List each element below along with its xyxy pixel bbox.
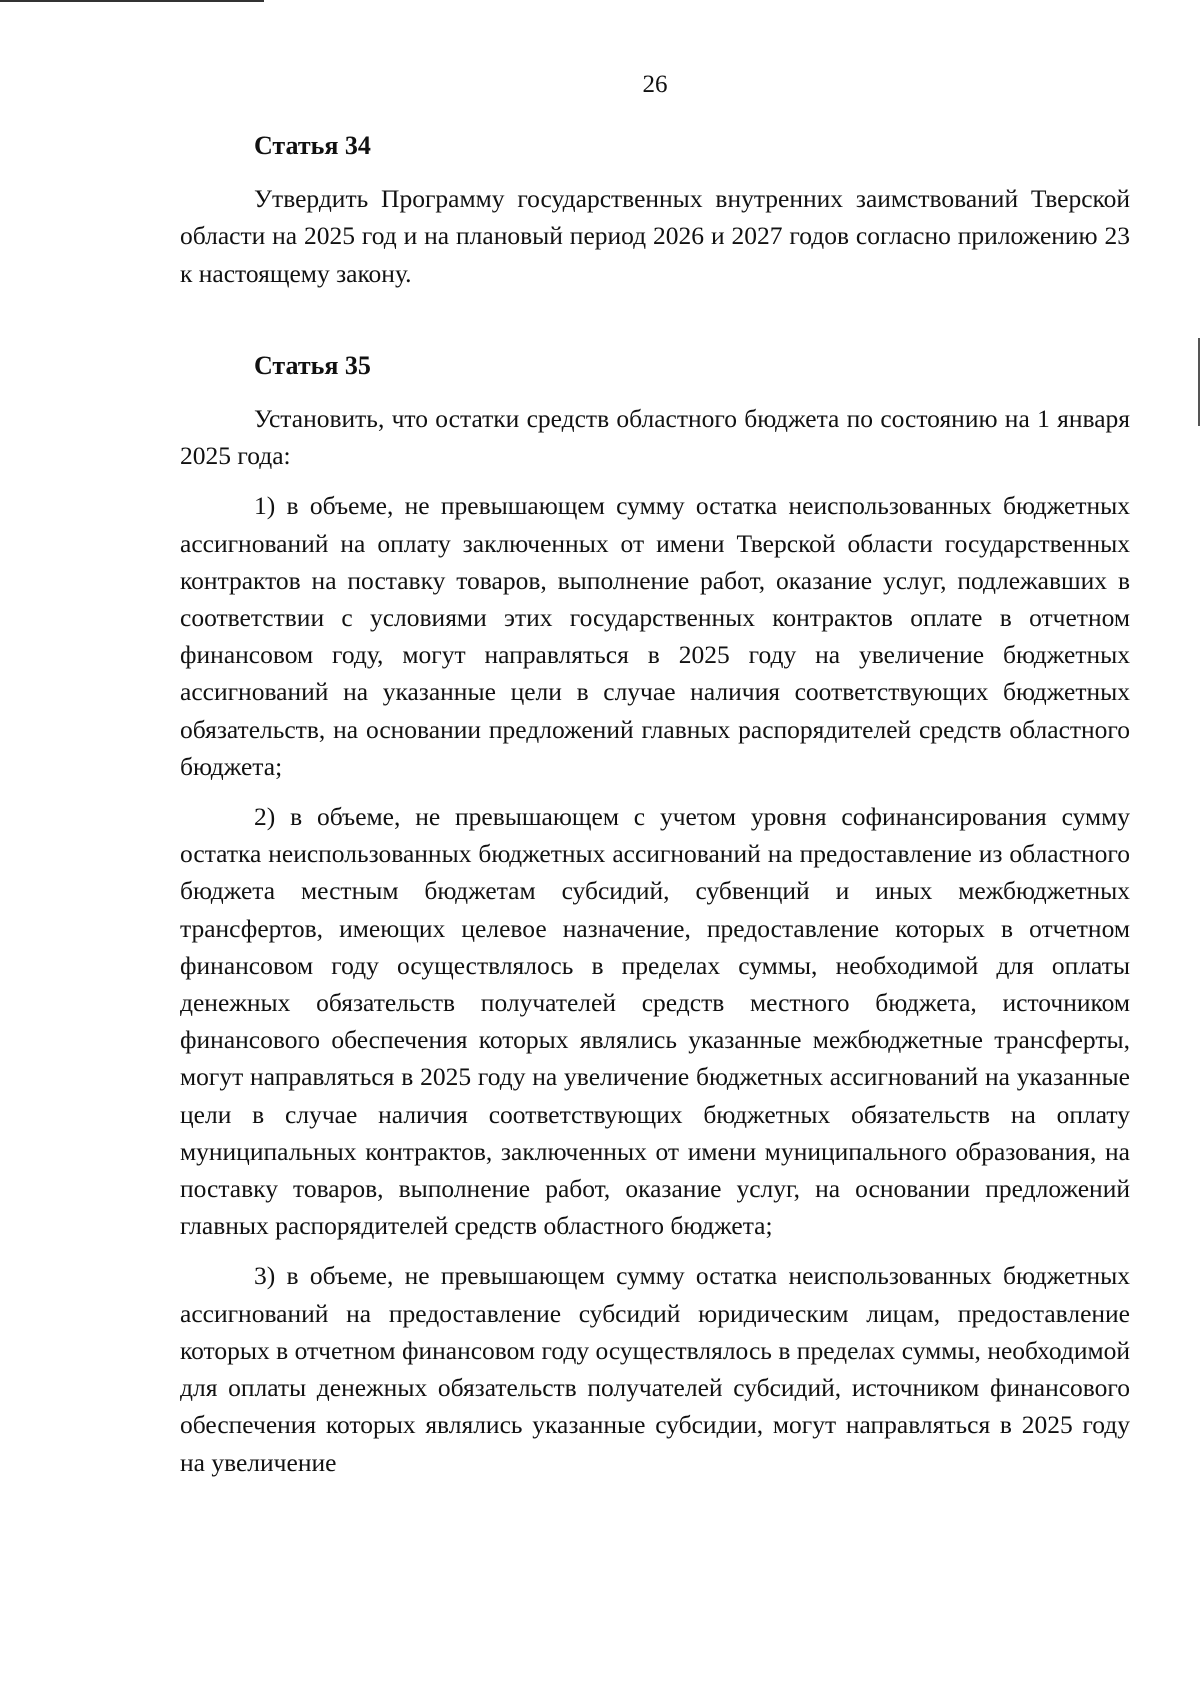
- page-number: 26: [642, 71, 668, 98]
- article-paragraph: 2) в объеме, не превышающем с учетом уровня софинансирования сумму остатка неиспользованных бюджетных ассигнований на предоставление из областного бюджета местным бюджетам субсидий, субвенций и иных межбюджетных трансфертов, имеющих целевое назначение, предоставление которых в отчетном финансовом году осуществлялось в пределах суммы, необходимой для оплаты денежных обязательств получателей средств местного бюджета, источником финансового обеспечения которых являлись указанные межбюджетные трансферты, могут направляться в 2025 году на увеличение бюджетных ассигнований на указанные цели в случае наличия соответствующих бюджетных обязательств на оплату муниципальных контрактов, заключенных от имени муниципального образования, на поставку товаров, выполнение работ, оказание услуг, на основании предложений главных распорядителей средств областного бюджета;: [180, 802, 1130, 1241]
- article-paragraph: 1) в объеме, не превышающем сумму остатка неиспользованных бюджетных ассигнований на оплату заключенных от имени Тверской области государственных контрактов на поставку товаров, выполнение работ, оказание услуг, подлежавших в соответствии с условиями этих государственных контрактов оплате в отчетном финансовом году, могут направляться в 2025 году на увеличение бюджетных ассигнований на указанные цели в случае наличия соответствующих бюджетных обязательств, на основании предложений главных распорядителей средств областного бюджета;: [180, 491, 1130, 781]
- article-paragraph: 3) в объеме, не превышающем сумму остатка неиспользованных бюджетных ассигнований на предоставление субсидий юридическим лицам, предоставление которых в отчетном финансовом году осуществлялось в пределах суммы, необходимой для оплаты денежных обязательств получателей субсидий, источником финансового обеспечения которых являлись указанные субсидии, могут направляться в 2025 году на увеличение: [180, 1261, 1130, 1477]
- document-body: [180, 127, 1130, 1494]
- scan-edge-line-top: [0, 0, 264, 2]
- article-heading: Статья 35: [254, 350, 371, 380]
- article-heading: Статья 34: [254, 131, 371, 160]
- article-34: [180, 127, 1130, 292]
- article-paragraph: Установить, что остатки средств областного бюджета по состоянию на 1 января 2025 года:: [180, 404, 1130, 471]
- article-35: [180, 347, 1130, 1481]
- article-paragraph: Утвердить Программу государственных внутренних заимствований Тверской области на 2025 год и на плановый период 2026 и 2027 годов согласно приложению 23 к настоящему закону.: [180, 184, 1130, 288]
